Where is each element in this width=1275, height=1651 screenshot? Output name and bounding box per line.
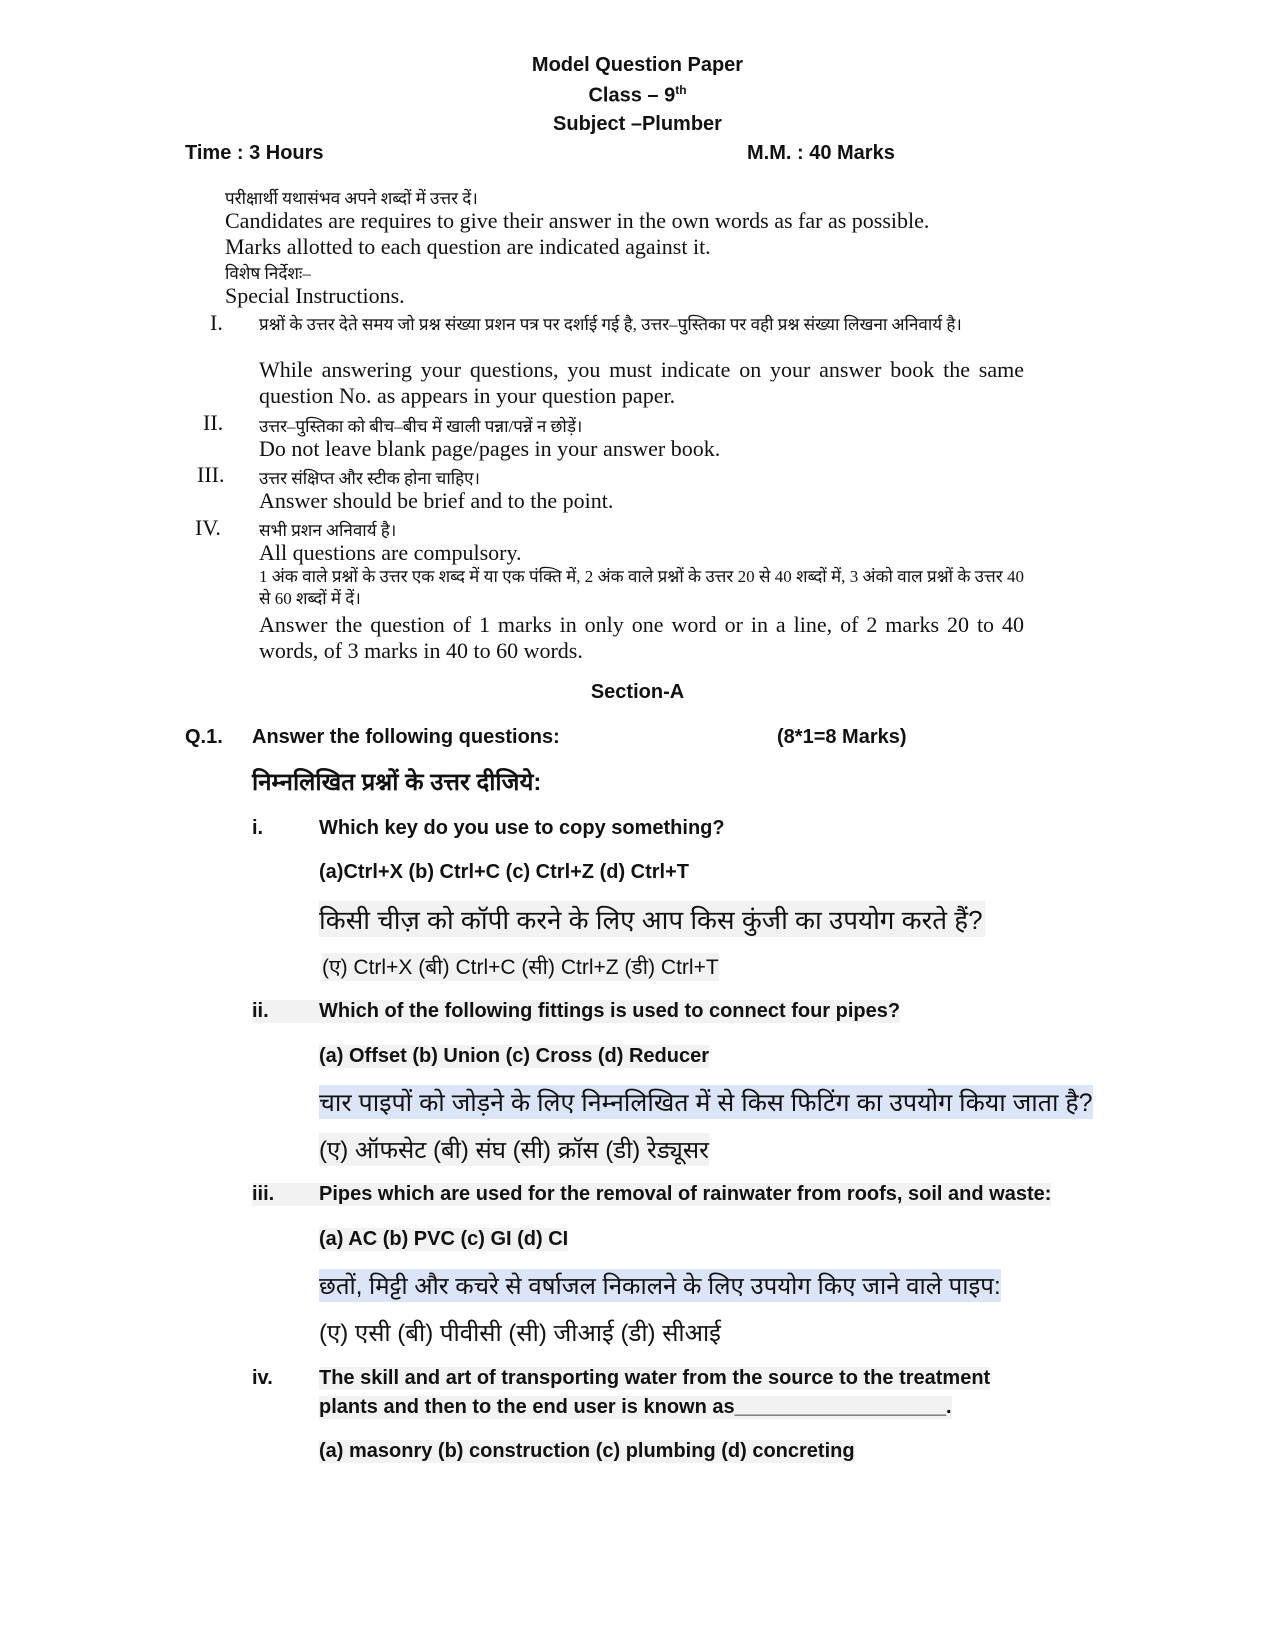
- instruction-item-4-en: All questions are compulsory.: [259, 540, 522, 565]
- sub-question-text-hi: छतों, मिट्टी और कचरे से वर्षाजल निकालने के लिए उपयोग किए जाने वाले पाइप:: [319, 1269, 1001, 1302]
- instruction-item-3-hi: उत्तर संक्षिप्त और स्टीक होना चाहिए।: [259, 469, 480, 488]
- instruction-en-special: Special Instructions.: [225, 283, 405, 308]
- subject-label: Subject –Plumber: [553, 113, 722, 135]
- sub-question-text-line2: plants and then to the end user is known as___________________.: [319, 1396, 952, 1418]
- sub-question-options: (a)Ctrl+X (b) Ctrl+C (c) Ctrl+Z (d) Ctrl+T: [319, 861, 690, 883]
- instruction-en-marks-allotted: Marks allotted to each question are indicated against it.: [225, 234, 711, 259]
- sub-question-text-hi: किसी चीज़ को कॉपी करने के लिए आप किस कुंजी का उपयोग करते हैं?: [319, 901, 985, 937]
- instruction-item-1-en: While answering your questions, you must indicate on your answer book the same question No. as appears in your question paper.: [259, 357, 1024, 408]
- instruction-hi-special: विशेष निर्देशः–: [225, 264, 311, 283]
- class-label: [0, 83, 1275, 108]
- instruction-marks-words-hi: 1 अंक वाले प्रश्नों के उत्तर एक शब्द में या एक पंक्ति में, 2 अंक वाले प्रश्नों के उत्तर 20 से 40 शब्दों में, 3 अंको वाल प्रश्नों के उत्तर 40 से 60 शब्दों में दें।: [259, 567, 1024, 608]
- sub-question-number: iii.: [252, 1183, 319, 1206]
- sub-question-options-hi: (ए) ऑफसेट (बी) संघ (सी) क्रॉस (डी) रेड्यूसर: [319, 1133, 709, 1166]
- sub-question-number: ii.: [252, 1000, 319, 1023]
- sub-question-number: iv.: [252, 1367, 273, 1389]
- instruction-item-3-en: Answer should be brief and to the point.: [259, 488, 614, 513]
- instruction-numeral-4: IV.: [195, 515, 221, 540]
- sub-question-options-hi: (ए) एसी (बी) पीवीसी (सी) जीआई (डी) सीआई: [319, 1320, 721, 1347]
- sub-question-text: Pipes which are used for the removal of rainwater from roofs, soil and waste:: [319, 1183, 1052, 1205]
- instruction-numeral-1: I.: [210, 310, 223, 335]
- question-marks: (8*1=8 Marks): [777, 726, 907, 748]
- instruction-en-own-words: Candidates are requires to give their answer in the own words as far as possible.: [225, 208, 930, 233]
- sub-question-number: i.: [252, 817, 264, 839]
- instruction-item-4-hi: सभी प्रशन अनिवार्य है।: [259, 521, 397, 540]
- paper-title: Model Question Paper: [531, 54, 744, 76]
- sub-question-options-hi: (ए) Ctrl+X (बी) Ctrl+C (सी) Ctrl+Z (डी) Ctrl+T: [322, 953, 719, 981]
- sub-question-text: Which key do you use to copy something?: [319, 817, 725, 839]
- question-title: Answer the following questions:: [252, 726, 560, 748]
- section-title: Section-A: [590, 681, 685, 703]
- class-superscript: th: [675, 83, 687, 97]
- sub-question-options: (a) AC (b) PVC (c) GI (d) CI: [319, 1228, 569, 1250]
- question-number: Q.1.: [185, 726, 223, 748]
- class-text: Class – 9: [588, 84, 676, 107]
- instruction-item-1-hi: प्रश्नों के उत्तर देते समय जो प्रश्न संख्या प्रशन पत्र पर दर्शाई गई है, उत्तर–पुस्तिका पर वही प्रश्न संख्या लिखना अनिवार्य है।: [259, 315, 962, 334]
- max-marks-label: M.M. : 40 Marks: [747, 142, 895, 164]
- time-label: Time : 3 Hours: [185, 142, 324, 164]
- sub-question-options: (a) Offset (b) Union (c) Cross (d) Reducer: [319, 1045, 710, 1067]
- sub-question-text-line1: The skill and art of transporting water from the source to the treatment: [319, 1367, 991, 1389]
- instruction-marks-words-en: Answer the question of 1 marks in only one word or in a line, of 2 marks 20 to 40 words, of 3 marks in 40 to 60 words.: [259, 612, 1024, 663]
- instruction-item-2-hi: उत्तर–पुस्तिका को बीच–बीच में खाली पन्ना/पन्नें न छोड़ें।: [259, 417, 583, 436]
- instruction-item-2-en: Do not leave blank page/pages in your answer book.: [259, 436, 721, 461]
- instruction-hi-own-words: परीक्षार्थी यथासंभव अपने शब्दों में उत्तर दें।: [225, 189, 478, 208]
- sub-question-text-hi: चार पाइपों को जोड़ने के लिए निम्नलिखित में से किस फिटिंग का उपयोग किया जाता है?: [319, 1085, 1093, 1119]
- question-title-hi: निम्नलिखित प्रश्नों के उत्तर दीजिये:: [252, 769, 542, 796]
- instruction-numeral-2: II.: [203, 410, 224, 435]
- sub-question-options: (a) masonry (b) construction (c) plumbing (d) concreting: [319, 1440, 855, 1462]
- sub-question-text: Which of the following fittings is used to connect four pipes?: [319, 1000, 901, 1022]
- instruction-numeral-3: III.: [197, 462, 225, 487]
